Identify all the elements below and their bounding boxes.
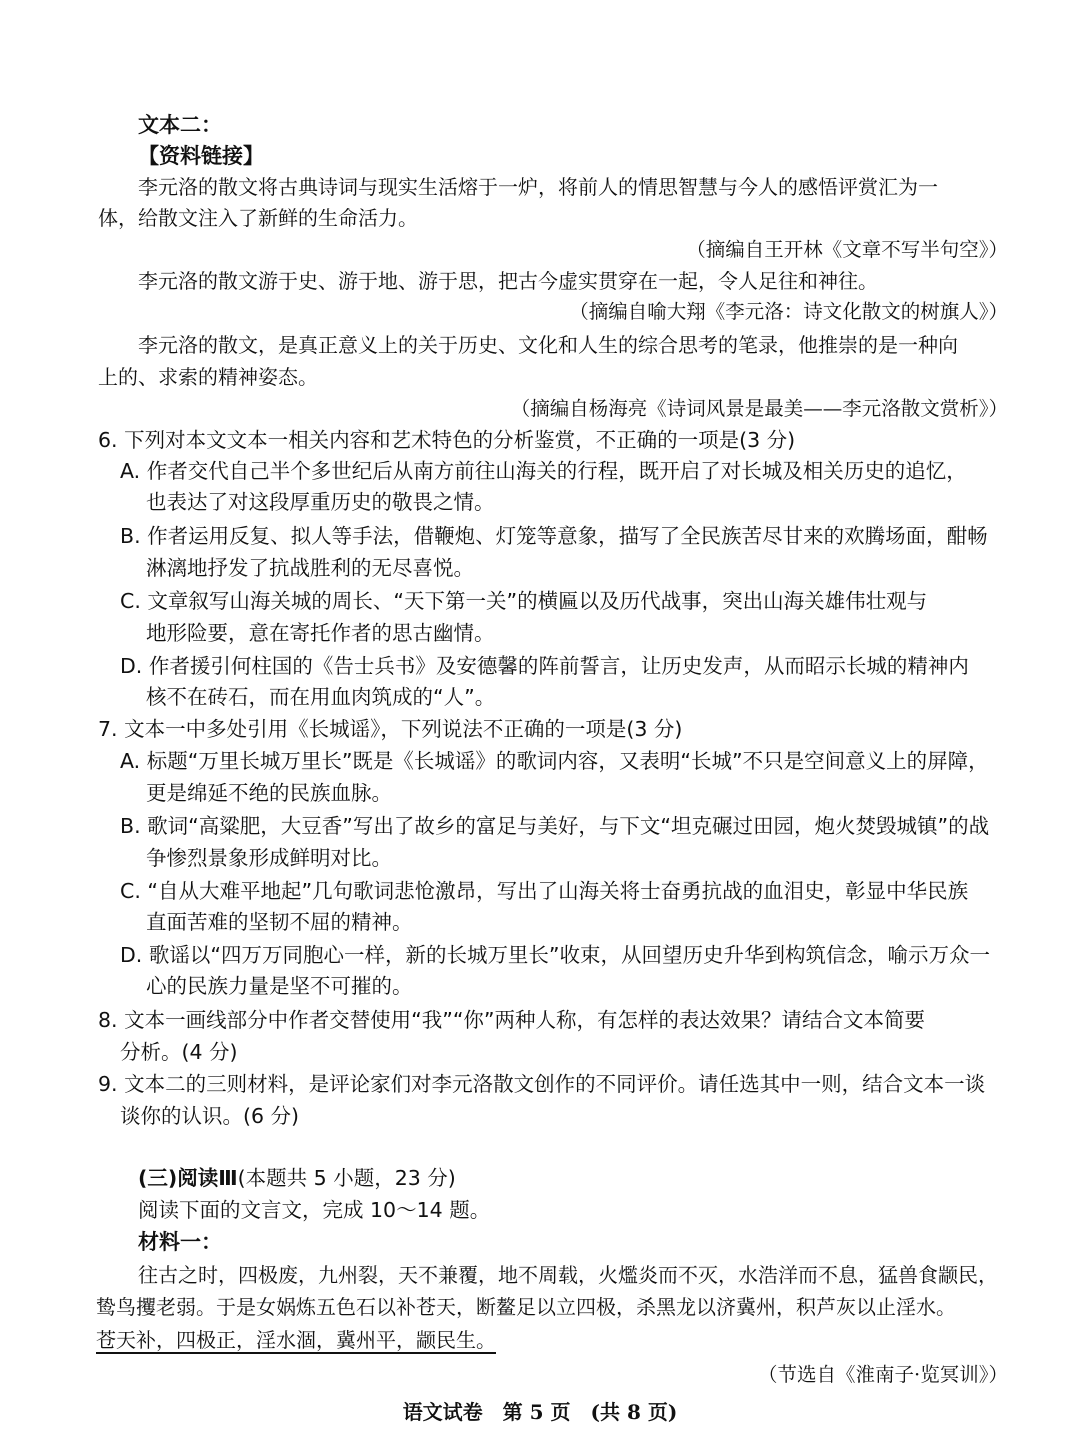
classical-text-source: （节选自《淮南子·览冥训》） [758, 1363, 1008, 1386]
material2-source: （摘编自喻大翔《李元洛：诗文化散文的树旗人》） [569, 300, 1008, 323]
q7-option-a: A. 标题“万里长城万里长”既是《长城谣》的歌词内容，又表明“长城”不只是空间意义上的屏障， [120, 749, 989, 773]
q6-option-b-cont: 淋漓地抒发了抗战胜利的无尽喜悦。 [146, 556, 474, 580]
classical-text-line2: 鸷鸟攫老弱。于是女娲炼五色石以补苍天，断鳌足以立四极，杀黑龙以济冀州，积芦灰以止淫水。 [96, 1295, 956, 1319]
material2-line1: 李元洛的散文游于史、游于地、游于思，把古今虚实贯穿在一起，令人足往和神往。 [138, 269, 878, 293]
link-title: 【资料链接】 [138, 143, 264, 168]
material1-line2: 体，给散文注入了新鲜的生命活力。 [98, 206, 418, 230]
material1-source: （摘编自王开林《文章不写半句空》） [686, 238, 1008, 261]
q7-option-b: B. 歌词“高粱肥，大豆香”写出了故乡的富足与美好，与下文“坦克碾过田园，炮火焚毁城镇”的战 [120, 814, 990, 838]
material1-line1: 李元洛的散文将古典诗词与现实生活熔于一炉，将前人的情思智慧与今人的感悟评赏汇为一 [138, 175, 938, 199]
q6-stem: 6. 下列对本文文本一相关内容和艺术特色的分析鉴赏，不正确的一项是(3 分) [98, 428, 796, 452]
material3-source: （摘编自杨海亮《诗词风景是最美——李元洛散文赏析》） [510, 397, 1008, 420]
q9-stem-cont: 谈你的认识。(6 分) [120, 1104, 300, 1128]
classical-text-line1: 往古之时，四极废，九州裂，天不兼覆，地不周载，火爁炎而不灭，水浩洋而不息，猛兽食颛民， [138, 1263, 998, 1287]
material-one-label: 材料一： [138, 1229, 222, 1254]
q8-stem-cont: 分析。(4 分) [120, 1040, 238, 1064]
q7-stem: 7. 文本一中多处引用《长城谣》，下列说法不正确的一项是(3 分) [98, 717, 683, 741]
section3-info: (本题共 5 小题，23 分) [237, 1166, 456, 1190]
q6-option-a: A. 作者交代自己半个多世纪后从南方前往山海关的行程，既开启了对长城及相关历史的追忆， [120, 459, 967, 483]
q9-stem: 9. 文本二的三则材料，是评论家们对李元洛散文创作的不同评价。请任选其中一则，结合文本一谈 [98, 1072, 986, 1096]
section3-heading [138, 1163, 456, 1193]
section3-instruction: 阅读下面的文言文，完成 10～14 题。 [138, 1198, 491, 1222]
section3-title: (三)阅读Ⅲ [138, 1166, 238, 1190]
q7-option-a-cont: 更是绵延不绝的民族血脉。 [146, 781, 392, 805]
q7-option-d: D. 歌谣以“四万万同胞心一样，新的长城万里长”收束，从回望历史升华到构筑信念，喻示万众一 [120, 943, 991, 967]
text2-heading: 文本二： [138, 112, 222, 137]
classical-text-line3: 苍天补，四极正，淫水涸，冀州平，颛民生。 [96, 1328, 496, 1352]
q7-option-c: C. “自从大难平地起”几句歌词悲怆激昂，写出了山海关将士奋勇抗战的血泪史，彰显中华民族 [120, 879, 969, 903]
q7-option-b-cont: 争惨烈景象形成鲜明对比。 [146, 846, 392, 870]
material3-line2: 上的、求索的精神姿态。 [98, 365, 318, 389]
q6-option-a-cont: 也表达了对这段厚重历史的敬畏之情。 [146, 490, 495, 514]
q6-option-c-cont: 地形险要，意在寄托作者的思古幽情。 [146, 621, 495, 645]
q6-option-b: B. 作者运用反复、拟人等手法，借鞭炮、灯笼等意象，描写了全民族苦尽甘来的欢腾场面，酣畅 [120, 524, 988, 548]
q7-option-c-cont: 直面苦难的坚韧不屈的精神。 [146, 910, 413, 934]
q8-stem: 8. 文本一画线部分中作者交替使用“我”“你”两种人称，有怎样的表达效果？请结合文本简要 [98, 1008, 926, 1032]
q7-option-d-cont: 心的民族力量是坚不可摧的。 [146, 974, 413, 998]
q6-option-c: C. 文章叙写山海关城的周长、“天下第一关”的横匾以及历代战事，突出山海关雄伟壮观与 [120, 589, 928, 613]
q6-option-d-cont: 核不在砖石，而在用血肉筑成的“人”。 [146, 685, 496, 709]
q6-option-d: D. 作者援引何柱国的《告士兵书》及安德馨的阵前誓言，让历史发声，从而昭示长城的精神内 [120, 654, 969, 678]
material3-line1: 李元洛的散文，是真正意义上的关于历史、文化和人生的综合思考的笔录，他推崇的是一种向 [138, 333, 958, 357]
page-footer: 语文试卷 第 5 页 (共 8 页) [402, 1400, 678, 1424]
